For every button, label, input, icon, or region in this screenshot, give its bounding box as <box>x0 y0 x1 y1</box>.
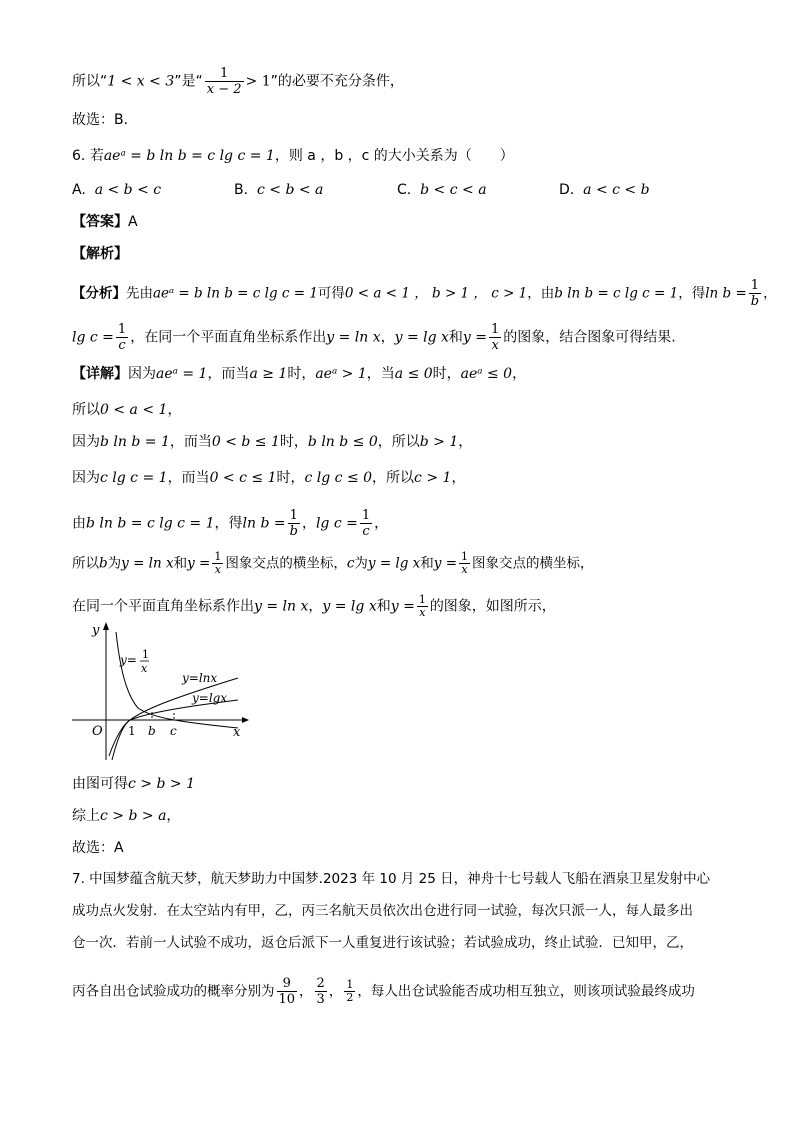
fraction-denominator: x <box>419 606 426 619</box>
text: 丙各自出仓试验成功的概率分别为 <box>72 983 275 1000</box>
math: b <box>99 555 108 572</box>
option-label: C. <box>397 182 412 198</box>
fraction-denominator: b <box>289 524 298 539</box>
math: y = lg x <box>367 555 421 572</box>
xiangjie-line-3 <box>72 432 472 452</box>
text: ， <box>512 366 527 382</box>
math: b ln b ≤ 0 <box>307 434 378 450</box>
x-axis-label: x <box>233 725 241 740</box>
math: ln b = <box>242 515 286 532</box>
fraction-numerator: 2 <box>316 976 325 991</box>
xiangjie-line-4 <box>72 468 465 488</box>
text: ”是“ <box>174 73 203 90</box>
fraction-denominator: c <box>362 524 370 539</box>
text: ， <box>299 983 313 1000</box>
math: c > b > 1 <box>128 776 195 792</box>
text: ，而当 <box>169 434 212 450</box>
fraction <box>417 594 428 619</box>
recip-label-denominator: x <box>141 662 148 675</box>
fraction <box>288 508 300 539</box>
math: lg c = <box>315 515 358 532</box>
fraction-numerator: 1 <box>361 508 371 523</box>
text: ， <box>166 808 181 824</box>
math: c <box>346 555 355 572</box>
fraction-denominator: x <box>461 563 468 576</box>
math: aeᵃ = b ln b = c lg c = 1 <box>153 285 318 302</box>
text: ，每人出仓试验能否成功相互独立，则该项试验最终成功 <box>357 983 695 1000</box>
text: 因为 <box>128 366 156 382</box>
math: y = lg x <box>394 329 449 346</box>
option-c <box>397 182 487 198</box>
text: ， <box>380 329 395 346</box>
fraction <box>116 322 128 353</box>
option-label: B. <box>234 182 249 198</box>
xiangjie-tag: 【详解】 <box>72 366 128 382</box>
text: ，在同一个平面直角坐标系作出 <box>130 329 327 346</box>
fenxi-tag: 【分析】 <box>72 285 126 302</box>
tick-c-label: c <box>170 724 177 738</box>
text: 时， <box>276 470 305 486</box>
text: ，所以 <box>377 434 420 450</box>
text: 若 <box>89 148 104 164</box>
text: 的图象，如图所示， <box>429 598 556 615</box>
text: ，则 a ，b ，c 的大小关系为（ ） <box>274 148 514 164</box>
text: 在同一个平面直角坐标系作出 <box>72 598 254 615</box>
fenxi-line-1: 【分析】先由aeᵃ = b ln b = c lg c = 1可得0 < a < 1 ， b > 1 ， c > 1，由b ln b = c lg c = 1，得ln b = $\frac{1}{b}$ ， <box>72 278 777 309</box>
text: 图象交点的横坐标， <box>225 555 347 572</box>
fraction <box>749 278 761 309</box>
text: 可得 <box>317 285 345 302</box>
reciprocal-curve <box>116 632 238 728</box>
text: ， <box>167 402 182 418</box>
math: b ln b = c lg c = 1 <box>86 515 215 532</box>
math: b ln b = 1 <box>100 434 170 450</box>
text: 为 <box>354 555 368 572</box>
option-text: b < c < a <box>420 182 487 198</box>
fraction-denominator: c <box>118 338 126 353</box>
fraction-numerator: 1 <box>418 593 426 606</box>
text: ，得 <box>214 515 243 532</box>
option-b <box>234 182 323 198</box>
text: 所以 <box>72 402 100 418</box>
question-7-line-4 <box>72 976 695 1007</box>
fraction-denominator: 2 <box>346 991 354 1004</box>
analysis-tag: 【解析】 <box>72 246 128 262</box>
function-graph-figure <box>70 618 250 764</box>
text: ，当 <box>366 366 395 382</box>
answer-value: A <box>128 214 138 230</box>
math: c > b > a <box>100 808 167 824</box>
x-axis-arrow <box>242 717 249 723</box>
xiangjie-line-7 <box>72 594 556 619</box>
math: aeᵃ = b ln b = c lg c = 1 <box>103 148 275 164</box>
text: 时， <box>279 434 308 450</box>
text: 所以“ <box>72 73 108 90</box>
text: ， <box>458 434 473 450</box>
math: y = lg x <box>322 598 377 615</box>
fraction-denominator: 10 <box>278 992 296 1007</box>
line-necessary-condition <box>72 66 404 97</box>
fraction-numerator: 1 <box>346 978 354 991</box>
text: ， <box>308 598 323 615</box>
lg-curve-label: y=lgx <box>192 691 228 705</box>
math: 0 < b ≤ 1 <box>211 434 280 450</box>
fraction-numerator: 1 <box>117 322 127 337</box>
text: ，而当 <box>167 470 210 486</box>
fraction-numerator: 1 <box>288 508 300 524</box>
text: ， <box>374 515 389 532</box>
fraction-denominator: x − 2 <box>206 82 242 97</box>
fenxi-line-2 <box>72 322 676 353</box>
recip-label-prefix: y= <box>120 653 137 667</box>
math: 1 < x < 3 <box>107 73 175 90</box>
math: y = ln x <box>326 329 381 346</box>
fraction-numerator: 1 <box>491 322 500 337</box>
analysis-heading <box>72 244 128 264</box>
xiangjie-line-2 <box>72 400 181 420</box>
y-axis-arrow <box>103 622 109 630</box>
option-text: a < b < c <box>94 182 162 198</box>
math: c lg c ≤ 0 <box>304 470 373 486</box>
text: 由图可得 <box>72 776 128 792</box>
math: b ln b = c lg c = 1 <box>554 285 679 302</box>
option-label: D. <box>559 182 575 198</box>
xiangjie-line-5 <box>72 508 388 539</box>
math: aeᵃ > 1 <box>315 366 367 382</box>
text: 和 <box>420 555 434 572</box>
origin-label: O <box>92 724 103 739</box>
text: ，而当 <box>207 366 250 382</box>
math: y = <box>433 555 458 572</box>
math: y = ln x <box>254 598 309 615</box>
fraction-numerator: 1 <box>205 66 244 82</box>
fraction <box>344 979 355 1004</box>
text: ， <box>301 515 316 532</box>
conclusion-line-1 <box>72 774 195 794</box>
fraction <box>489 322 501 353</box>
text: ，由 <box>527 285 555 302</box>
math: aeᵃ ≤ 0 <box>460 366 513 382</box>
math: lg c = <box>72 329 114 346</box>
text: 所以 <box>72 555 99 572</box>
math: 0 < a < 1 ， b > 1 ， c > 1 <box>344 285 528 302</box>
text: 时， <box>432 366 461 382</box>
math: 0 < a < 1 <box>100 402 168 418</box>
xiangjie-line-1 <box>72 364 526 384</box>
fraction-numerator: 1 <box>214 550 222 563</box>
y-axis-label: y <box>92 623 100 638</box>
tick-b-label: b <box>148 724 156 738</box>
fraction-denominator: 3 <box>316 992 325 1007</box>
text: 时， <box>287 366 316 382</box>
math: y = <box>390 598 415 615</box>
option-text: a < c < b <box>583 182 650 198</box>
math: y = ln x <box>121 555 174 572</box>
question-7-line-2: 成功点火发射．在太空站内有甲，乙，丙三名航天员依次出仓进行同一试验，每次只派一人，每人最多出 <box>72 903 693 919</box>
fraction-numerator: 1 <box>461 550 469 563</box>
text: 和 <box>376 598 391 615</box>
math: 0 < c ≤ 1 <box>209 470 277 486</box>
text: 先由 <box>126 285 153 302</box>
previous-answer: 故选：B. <box>72 112 129 128</box>
text: 因为 <box>72 434 100 450</box>
option-a <box>72 182 161 198</box>
text: ，所以 <box>372 470 415 486</box>
option-d <box>559 182 650 198</box>
text: ， <box>328 983 343 1000</box>
fraction <box>212 551 223 576</box>
fraction-denominator: x <box>214 563 221 576</box>
text: 的图象，结合图象可得结果. <box>503 329 676 346</box>
conclusion-line-2 <box>72 806 180 826</box>
text: ， <box>451 470 466 486</box>
xiangjie-line-6 <box>72 551 594 576</box>
text: 由 <box>72 515 86 532</box>
fraction <box>315 976 327 1007</box>
fraction-denominator: x <box>491 338 499 353</box>
math: b > 1 <box>419 434 459 450</box>
math: c > 1 <box>414 470 452 486</box>
question-number: 6. <box>72 148 86 164</box>
recip-label-numerator: 1 <box>142 648 149 661</box>
math: ln b = <box>705 285 747 302</box>
math: c lg c = 1 <box>100 470 168 486</box>
fraction <box>205 66 244 97</box>
ln-curve-label: y=lnx <box>182 671 218 685</box>
fraction-denominator: b <box>750 294 760 309</box>
fraction <box>459 551 470 576</box>
text: ”的必要不充分条件， <box>270 73 404 90</box>
math: y = <box>187 555 211 572</box>
text: 和 <box>448 329 463 346</box>
text: 图象交点的横坐标， <box>472 555 594 572</box>
option-label: A. <box>72 182 86 198</box>
fraction-numerator: 9 <box>277 976 298 992</box>
fraction <box>360 508 372 539</box>
text: 和 <box>173 555 188 572</box>
math: a ≤ 0 <box>394 366 433 382</box>
question-6-stem <box>72 146 514 166</box>
math: a ≥ 1 <box>249 366 288 382</box>
answer-line <box>72 212 138 232</box>
tick-1-label: 1 <box>128 724 136 738</box>
math: y = <box>462 329 488 346</box>
text: 为 <box>107 555 122 572</box>
fraction-numerator: 1 <box>749 278 761 294</box>
text: 因为 <box>72 470 100 486</box>
math: > 1 <box>245 73 271 90</box>
fraction <box>277 976 298 1007</box>
question-7-line-3: 仓一次．若前一人试验不成功，返仓后派下一人重复进行该试验；若试验成功，终止试验．已知甲，乙， <box>72 935 693 951</box>
answer-tag: 【答案】 <box>72 214 128 230</box>
text: ，得 <box>678 285 706 302</box>
final-answer: 故选：A <box>72 840 124 856</box>
math: aeᵃ = 1 <box>156 366 208 382</box>
option-text: c < b < a <box>256 182 324 198</box>
question-7-line-1: 7. 中国梦蕴含航天梦，航天梦助力中国梦.2023 年 10 月 25 日，神舟十七号载人飞船在酒泉卫星发射中心 <box>72 871 711 887</box>
text: 综上 <box>72 808 100 824</box>
